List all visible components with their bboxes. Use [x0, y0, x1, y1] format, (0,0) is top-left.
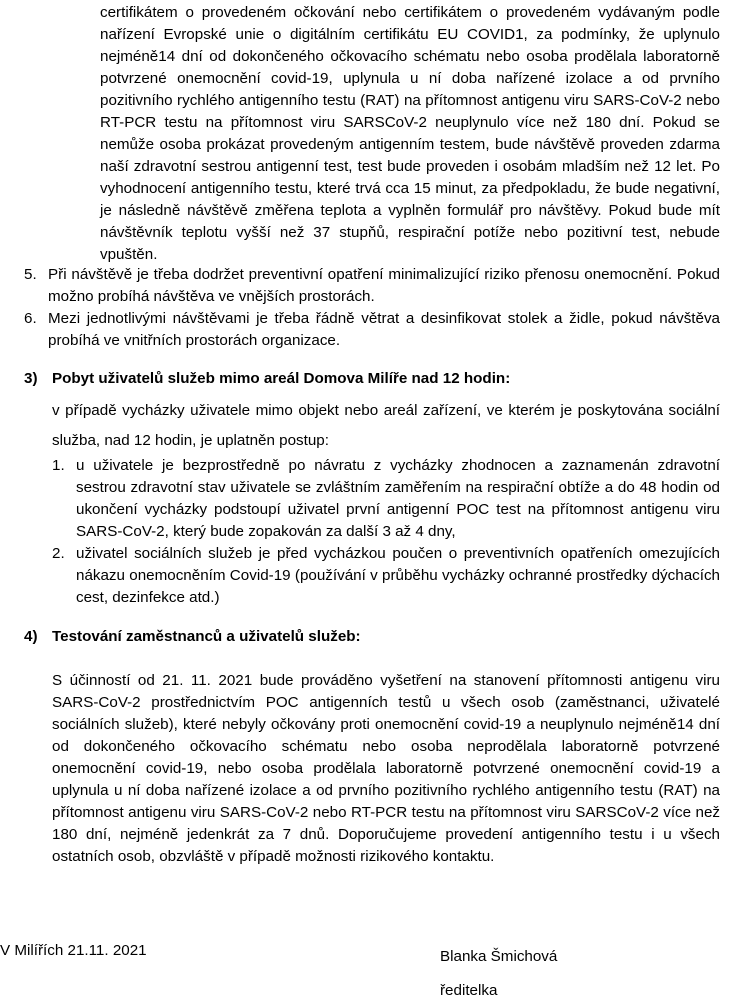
section-3-title: Pobyt uživatelů služeb mimo areál Domova Milíře nad 12 hodin: — [52, 370, 511, 387]
signature-block — [440, 940, 557, 1008]
list-item-text: Při návštěvě je třeba dodržet preventivní opatření minimalizující riziko přenosu onemocnění. Pokud možno probíhá návštěva ve vnějších prostorách. — [48, 266, 720, 305]
list-item-number: 5. — [24, 266, 37, 283]
list-item — [52, 543, 720, 609]
section-3-heading — [24, 368, 510, 390]
list-item — [0, 264, 750, 308]
list-item-number: 1. — [52, 457, 65, 474]
section-4-number: 4) — [24, 628, 38, 645]
list-item — [52, 455, 720, 543]
section-3-list — [52, 455, 720, 609]
list-item-text: Mezi jednotlivými návštěvami je třeba řádně větrat a desinfikovat stolek a židle, pokud návštěva probíhá ve vnitřních prostorách organizace. — [48, 310, 720, 349]
list-item-number: 6. — [24, 310, 37, 327]
list-item — [0, 308, 750, 352]
item-4-continuation: certifikátem o provedeném očkování nebo certifikátem o provedeném vydávaným podle nařízení Evropské unie o digitálním certifikátu EU COVID1, za podmínky, že uplynulo nejméně14 dní od dokončeného očkovacího schématu nebo osoba prodělala laboratorně potvrzené onemocnění covid-19, uplynula u ní doba nařízené izolace a od prvního pozitivního rychlého antigenního testu (RAT) na přítomnost antigenu viru SARS-CoV-2 nebo RT-PCR testu na přítomnost viru SARSCoV-2 neuplynulo více než 180 dní. Pokud se nemůže osoba prokázat provedeným antigenním testem, bude návštěvě proveden zdarma naší zdravotní sestrou antigenní test, test bude proveden i osobám mladším než 12 let. Po vyhodnocení antigenního testu, které trvá cca 15 minut, za předpokladu, že bude negativní, je následně návštěvě změřena teplota a vyplněn formulář pro návštěvy. Pokud bude mít návštěvník teplotu vyšší než 37 stupňů, respirační potíže nebo pozitivní test, nebude vpuštěn. — [100, 4, 720, 263]
section-4-title: Testování zaměstnanců a uživatelů služeb: — [52, 628, 361, 645]
list-item-number: 2. — [52, 545, 65, 562]
section-3-intro: v případě vycházky uživatele mimo objekt nebo areál zařízení, ve kterém je poskytována sociální služba, nad 12 hodin, je uplatněn postup: — [52, 402, 720, 449]
signatory-role: ředitelka — [440, 982, 498, 999]
visit-rules-list — [0, 264, 750, 352]
section-4-heading — [24, 626, 361, 648]
section-4-text: S účinností od 21. 11. 2021 bude prováděno vyšetření na stanovení přítomnosti antigenu viru SARS-CoV-2 prostřednictvím POC antigenních testů u všech osob (zaměstnanci, uživatelé sociálních služeb), které nebyly očkovány proti onemocnění covid-19 a neuplynulo nejméně14 dní od dokončeného očkovacího schématu nebo osoba neprodělala laboratorně potvrzené onemocnění covid-19, nebo osoba prodělala laboratorně potvrzené onemocnění covid-19 a uplynula u ní doba nařízené izolace a od prvního pozitivního rychlého antigenního testu (RAT) na přítomnost antigenu viru SARS-CoV-2 nebo RT-PCR testu na přítomnost viru SARSCoV-2 více než 180 dní, nejméně jedenkrát za 7 dnů. Doporučujeme provedení antigenního testu i u všech ostatních osob, obzvláště v případě možnosti rizikového kontaktu. — [52, 672, 720, 865]
section-3-number: 3) — [24, 370, 38, 387]
list-item-text: u uživatele je bezprostředně po návratu z vycházky zhodnocen a zaznamenán zdravotní sestrou zdravotní stav uživatele se zvláštním zaměřením na respirační obtíže a do 48 hodin od ukončení vycházky podstoupí uživatel první antigenní POC test na přítomnost antigenu viru SARS-CoV-2, který bude zopakován za další 3 až 4 dny, — [76, 457, 720, 540]
signatory-name: Blanka Šmichová — [440, 948, 558, 965]
list-item-text: uživatel sociálních služeb je před vycházkou poučen o preventivních opatřeních omezujících nákazu onemocněním Covid-19 (používání v průběhu vycházky ochranné prostředky dýchacích cest, dezinfekce atd.) — [76, 545, 720, 606]
place-date: V Milířích 21.11. 2021 — [0, 942, 147, 959]
